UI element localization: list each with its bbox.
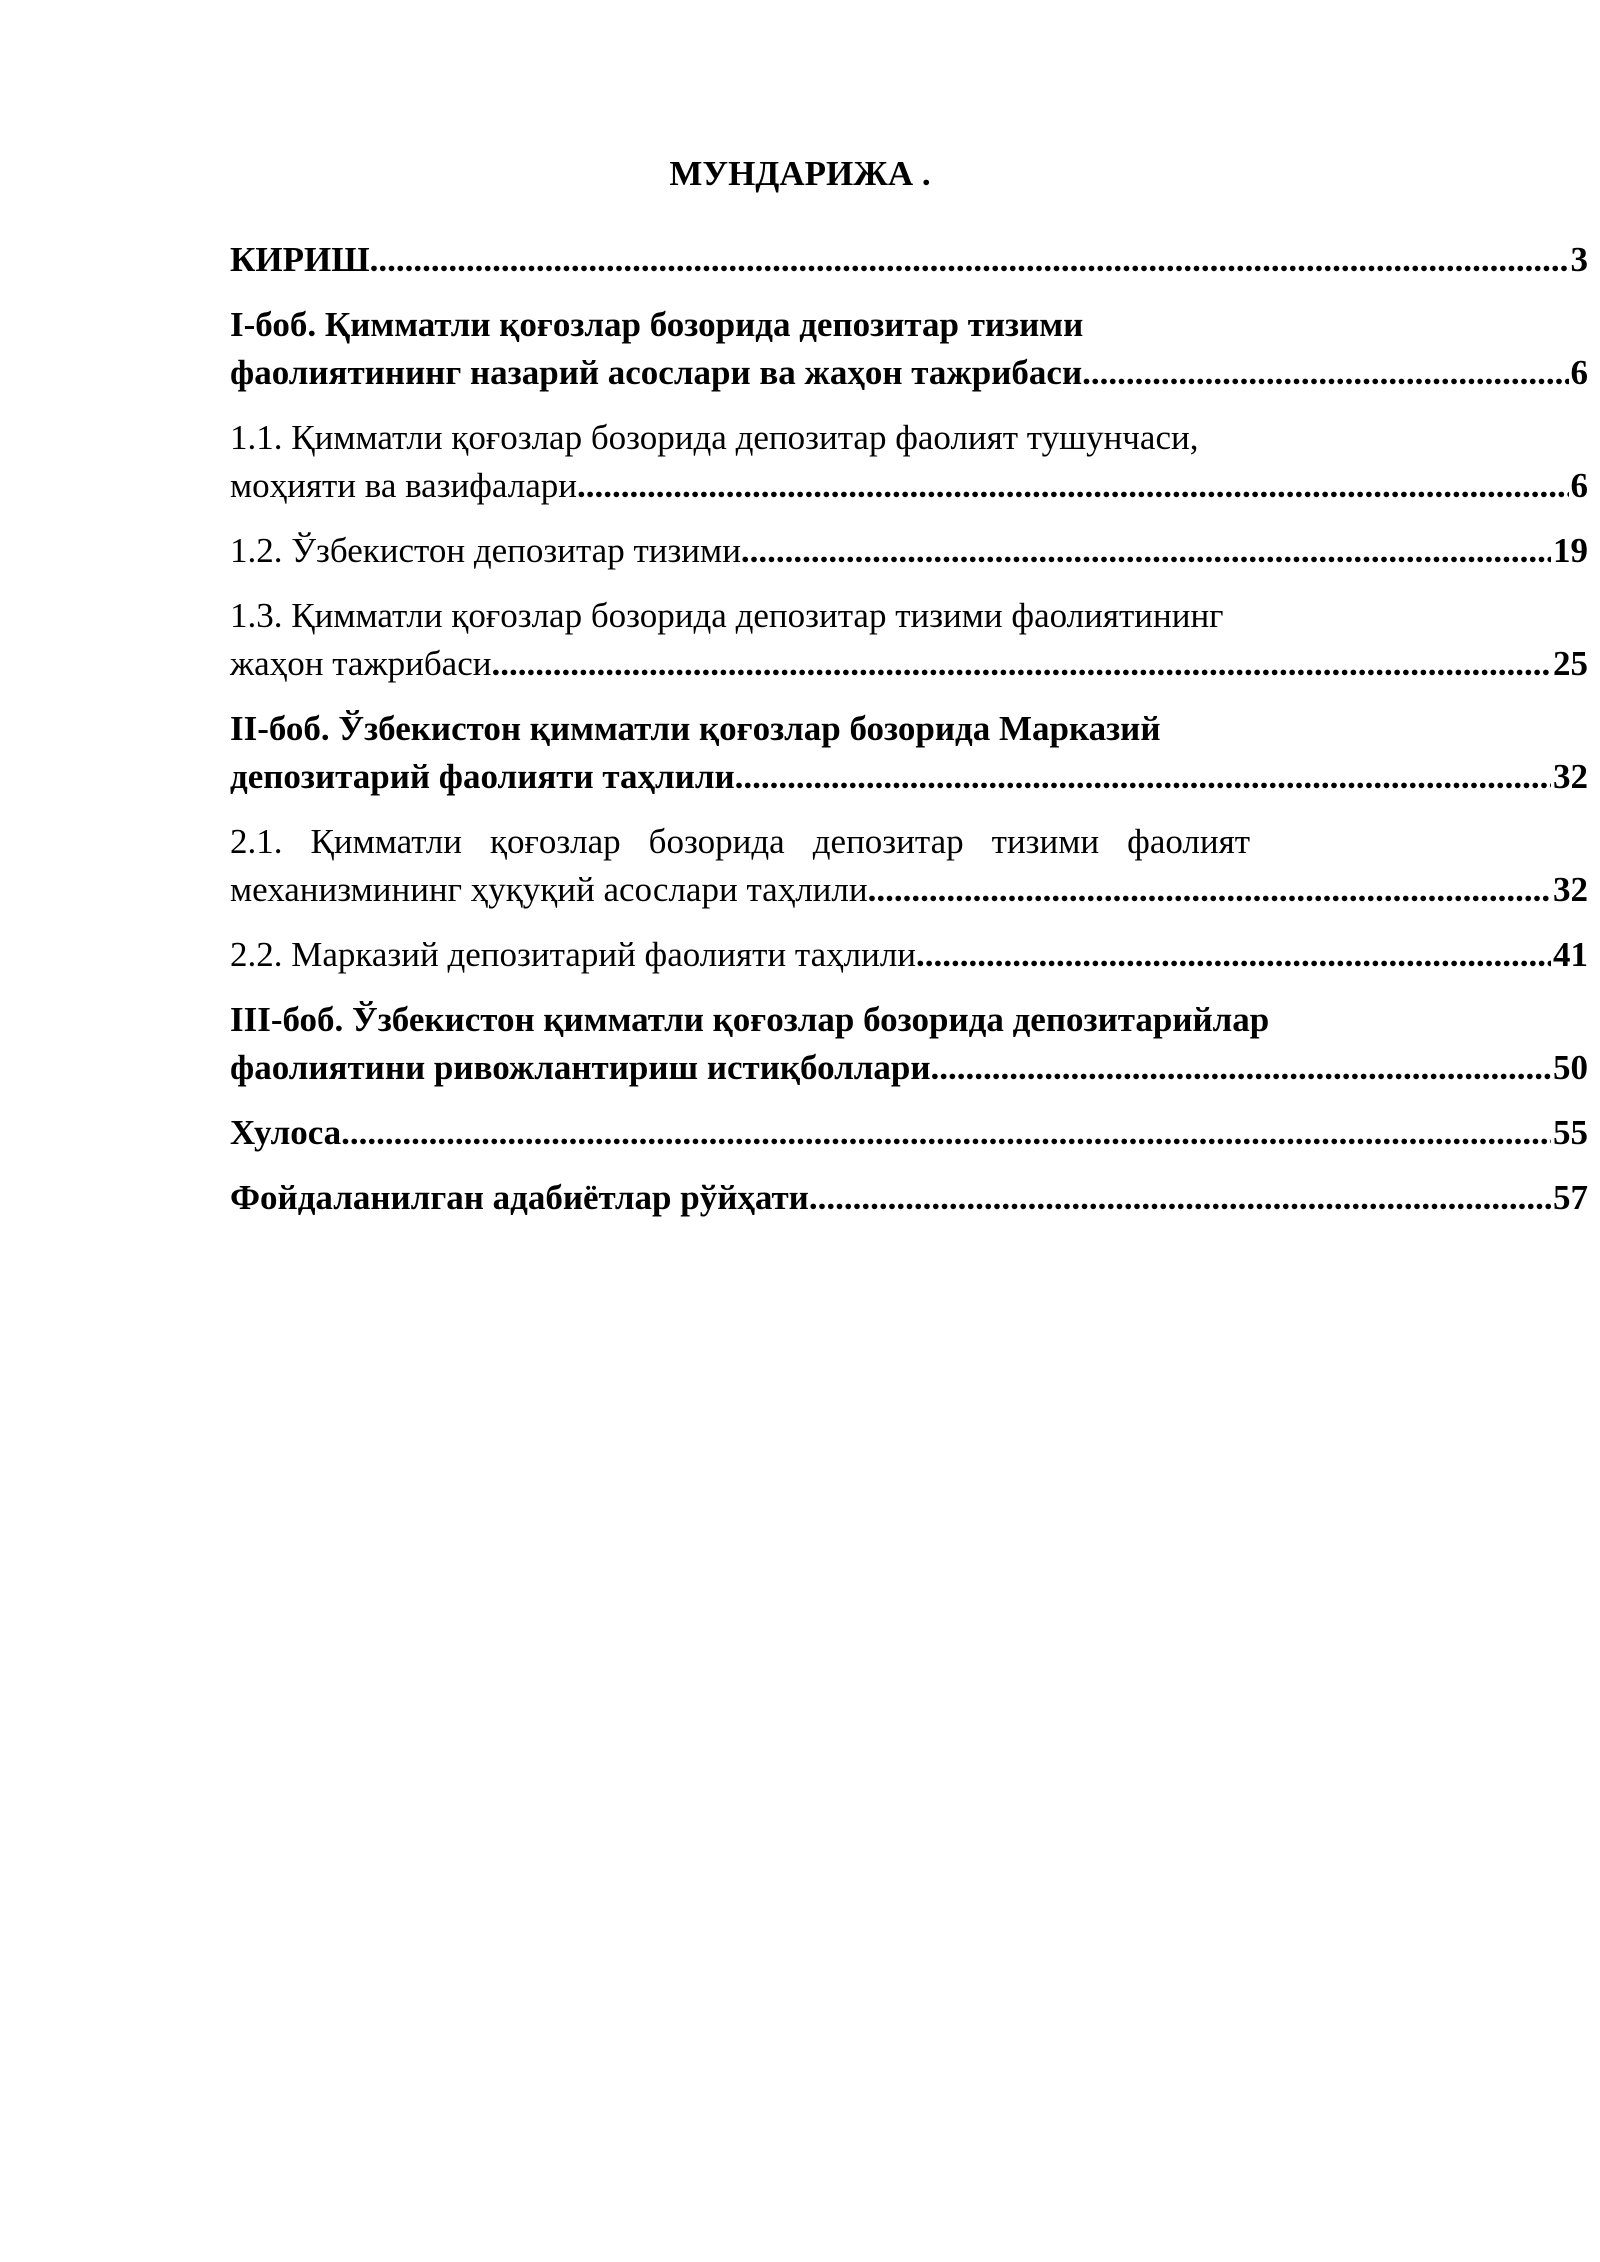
toc-entry-last-line bbox=[230, 1044, 1588, 1092]
toc-page-number: 57 bbox=[1553, 1178, 1588, 1217]
toc-entry-line: I-боб. Қимматли қоғозлар бозорида депозитар тизими bbox=[230, 305, 1084, 344]
toc-leader-dots bbox=[341, 1109, 1551, 1157]
toc-leader-dots bbox=[741, 527, 1551, 575]
toc-entry-text: жаҳон тажрибаси bbox=[230, 644, 492, 683]
toc-entry-last-line bbox=[230, 236, 1588, 284]
toc-entry-text: фаолиятини ривожлантириш истиқболлари bbox=[230, 1048, 931, 1087]
page-title: МУНДАРИЖА . bbox=[669, 154, 931, 193]
toc-leader-dots bbox=[491, 640, 1551, 688]
toc-entry-line: 1.3. Қимматли қоғозлар бозорида депозитар тизими фаолиятининг bbox=[230, 596, 1224, 635]
toc-entry-last-line bbox=[230, 1174, 1588, 1222]
toc-leader-dots bbox=[868, 866, 1551, 914]
toc-entry-line: 1.1. Қимматли қоғозлар бозорида депозитар фаолият тушунчаси, bbox=[230, 418, 1199, 457]
toc-page-number: 6 bbox=[1570, 466, 1588, 505]
toc-entry-last-line bbox=[230, 1109, 1588, 1157]
toc-entry-references bbox=[230, 1174, 1588, 1222]
toc-entry-last-line bbox=[230, 462, 1588, 510]
toc-entry-section-2-2 bbox=[230, 931, 1588, 979]
toc-page-number: 50 bbox=[1553, 1048, 1588, 1087]
toc-entry-line: 2.1. Қимматли қоғозлар бозорида депозитар тизими фаолият bbox=[230, 822, 1250, 861]
toc-entry-text: депозитарий фаолияти таҳлили bbox=[230, 757, 735, 796]
toc-entry-text: Хулоса bbox=[230, 1113, 342, 1152]
toc-entry-text: фаолиятининг назарий асослари ва жаҳон тажрибаси bbox=[230, 353, 1083, 392]
toc-page-number: 6 bbox=[1570, 353, 1588, 392]
toc-page-number: 32 bbox=[1553, 870, 1588, 909]
toc-entry-section-2-1 bbox=[230, 818, 1588, 914]
toc-entry-last-line bbox=[230, 640, 1588, 688]
toc-entry-section-1-3 bbox=[230, 592, 1588, 688]
toc-entry-conclusion bbox=[230, 1109, 1588, 1157]
toc-entry-last-line bbox=[230, 931, 1588, 979]
toc-entry-text: моҳияти ва вазифалари bbox=[230, 466, 578, 505]
toc-entry-last-line bbox=[230, 753, 1588, 801]
toc-entry-last-line bbox=[230, 349, 1588, 397]
toc-entry-kirish bbox=[230, 236, 1588, 284]
toc-entry-text: 2.2. Марказий депозитарий фаолияти таҳлили bbox=[230, 935, 917, 974]
toc-entry-line: II-боб. Ўзбекистон қимматли қоғозлар бозорида Марказий bbox=[230, 709, 1161, 748]
table-of-contents bbox=[230, 236, 1588, 1222]
toc-entry-text: механизмининг ҳуқуқий асослари таҳлили bbox=[230, 870, 868, 909]
toc-entry-section-1-2 bbox=[230, 527, 1588, 575]
toc-page-number: 55 bbox=[1553, 1113, 1588, 1152]
toc-leader-dots bbox=[370, 236, 1569, 284]
toc-entry-section-1-1 bbox=[230, 414, 1588, 510]
toc-entry-chapter-3 bbox=[230, 996, 1588, 1092]
toc-leader-dots bbox=[577, 462, 1568, 510]
toc-page-number: 3 bbox=[1570, 240, 1588, 279]
toc-leader-dots bbox=[1082, 349, 1568, 397]
toc-entry-text: Фойдаланилган адабиётлар рўйҳати bbox=[230, 1178, 809, 1217]
toc-entry-chapter-1 bbox=[230, 301, 1588, 397]
toc-page-number: 41 bbox=[1553, 935, 1588, 974]
toc-entry-last-line bbox=[230, 866, 1588, 914]
toc-entry-text: КИРИШ bbox=[230, 240, 370, 279]
toc-page-number: 25 bbox=[1553, 644, 1588, 683]
toc-leader-dots bbox=[809, 1174, 1551, 1222]
toc-page-number: 32 bbox=[1553, 757, 1588, 796]
toc-leader-dots bbox=[916, 931, 1551, 979]
toc-page-number: 19 bbox=[1553, 531, 1588, 570]
toc-entry-last-line bbox=[230, 527, 1588, 575]
toc-entry-line: III-боб. Ўзбекистон қимматли қоғозлар бозорида депозитарийлар bbox=[230, 1000, 1270, 1039]
toc-leader-dots bbox=[931, 1044, 1551, 1092]
toc-entry-text: 1.2. Ўзбекистон депозитар тизими bbox=[230, 531, 741, 570]
toc-leader-dots bbox=[735, 753, 1551, 801]
toc-entry-chapter-2 bbox=[230, 705, 1588, 801]
